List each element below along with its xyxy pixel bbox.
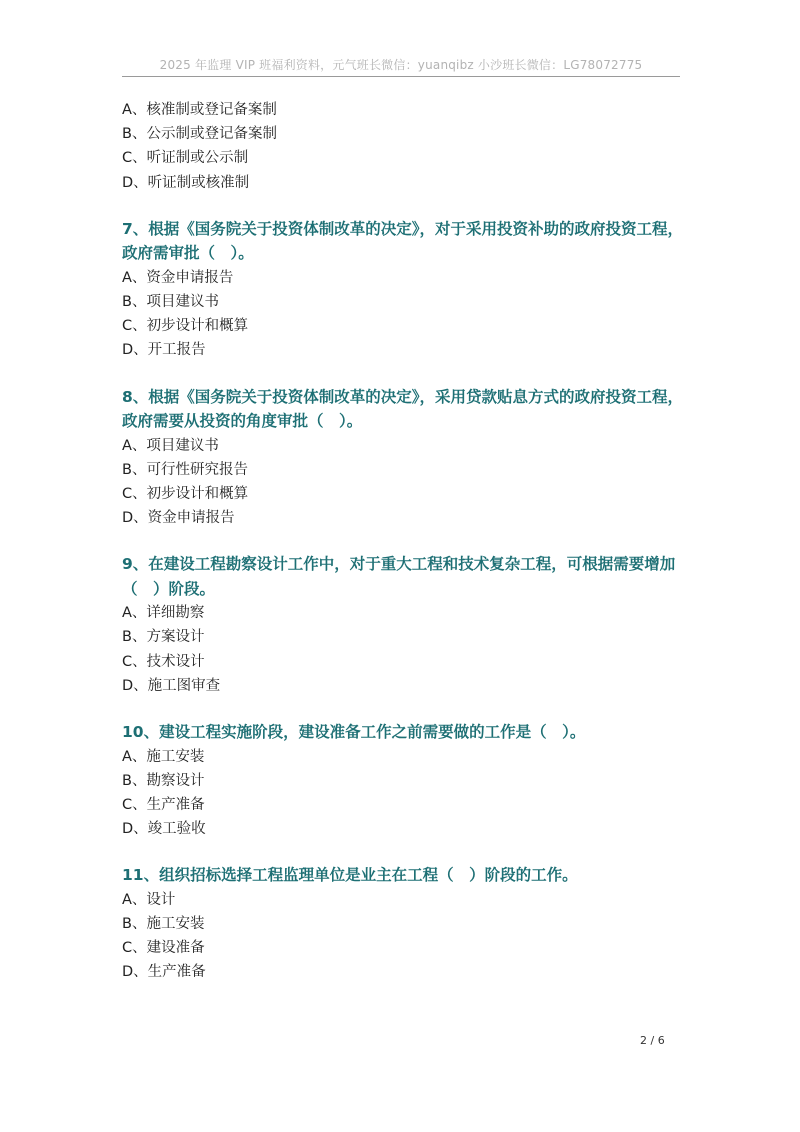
option-a: A、施工安装 — [122, 748, 205, 765]
option-b: B、项目建议书 — [122, 293, 219, 310]
option-c: C、初步设计和概算 — [122, 485, 249, 502]
question-stem: 11、组织招标选择工程监理单位是业主在工程（ ）阶段的工作。 — [122, 866, 578, 885]
option-d: D、资金申请报告 — [122, 510, 235, 527]
question-options — [122, 745, 692, 842]
option-b: B、方案设计 — [122, 629, 205, 646]
continued-options — [122, 98, 692, 195]
option-d: D、竣工验收 — [122, 821, 206, 838]
question-11 — [122, 863, 692, 984]
question-options — [122, 601, 692, 698]
question-options — [122, 266, 692, 363]
header-divider — [122, 76, 680, 77]
question-stem: 7、根据《国务院关于投资体制改革的决定》，对于采用投资补助的政府投资工程，政府需审批（ ）。 — [122, 219, 684, 263]
option-d: D、听证制或核准制 — [122, 174, 250, 191]
question-8 — [122, 385, 692, 531]
page-number: 2 / 6 — [640, 1034, 665, 1047]
question-9 — [122, 552, 692, 698]
option-b: B、可行性研究报告 — [122, 461, 248, 478]
question-stem: 10、建设工程实施阶段，建设准备工作之前需要做的工作是（ ）。 — [122, 723, 586, 741]
option-c: C、听证制或公示制 — [122, 150, 249, 167]
question-options — [122, 888, 692, 985]
page-header: 2025 年监理 VIP 班福利资料，元气班长微信：yuanqibz 小沙班长微信：LG78072775 — [159, 58, 643, 72]
option-b: B、勘察设计 — [122, 772, 205, 789]
question-10 — [122, 720, 692, 841]
question-stem: 8、根据《国务院关于投资体制改革的决定》，采用贷款贴息方式的政府投资工程，政府需要从投资的角度审批（ ）。 — [122, 387, 684, 430]
option-a: A、详细勘察 — [122, 605, 205, 622]
option-b: B、公示制或登记备案制 — [122, 126, 277, 143]
option-a: A、设计 — [122, 891, 176, 908]
option-b: B、施工安装 — [122, 915, 205, 932]
document-body — [122, 98, 692, 985]
option-a: A、项目建议书 — [122, 437, 219, 454]
option-d: D、开工报告 — [122, 342, 206, 359]
question-options — [122, 434, 692, 531]
question-7 — [122, 217, 692, 363]
option-c: C、建设准备 — [122, 940, 205, 957]
option-a: A、核准制或登记备案制 — [122, 102, 277, 118]
option-d: D、生产准备 — [122, 964, 206, 981]
option-c: C、初步设计和概算 — [122, 318, 249, 335]
option-a: A、资金申请报告 — [122, 269, 234, 286]
option-c: C、生产准备 — [122, 796, 205, 813]
option-c: C、技术设计 — [122, 653, 205, 670]
question-stem: 9、在建设工程勘察设计工作中，对于重大工程和技术复杂工程，可根据需要增加（ ）阶段。 — [122, 555, 676, 598]
option-d: D、施工图审查 — [122, 677, 221, 694]
